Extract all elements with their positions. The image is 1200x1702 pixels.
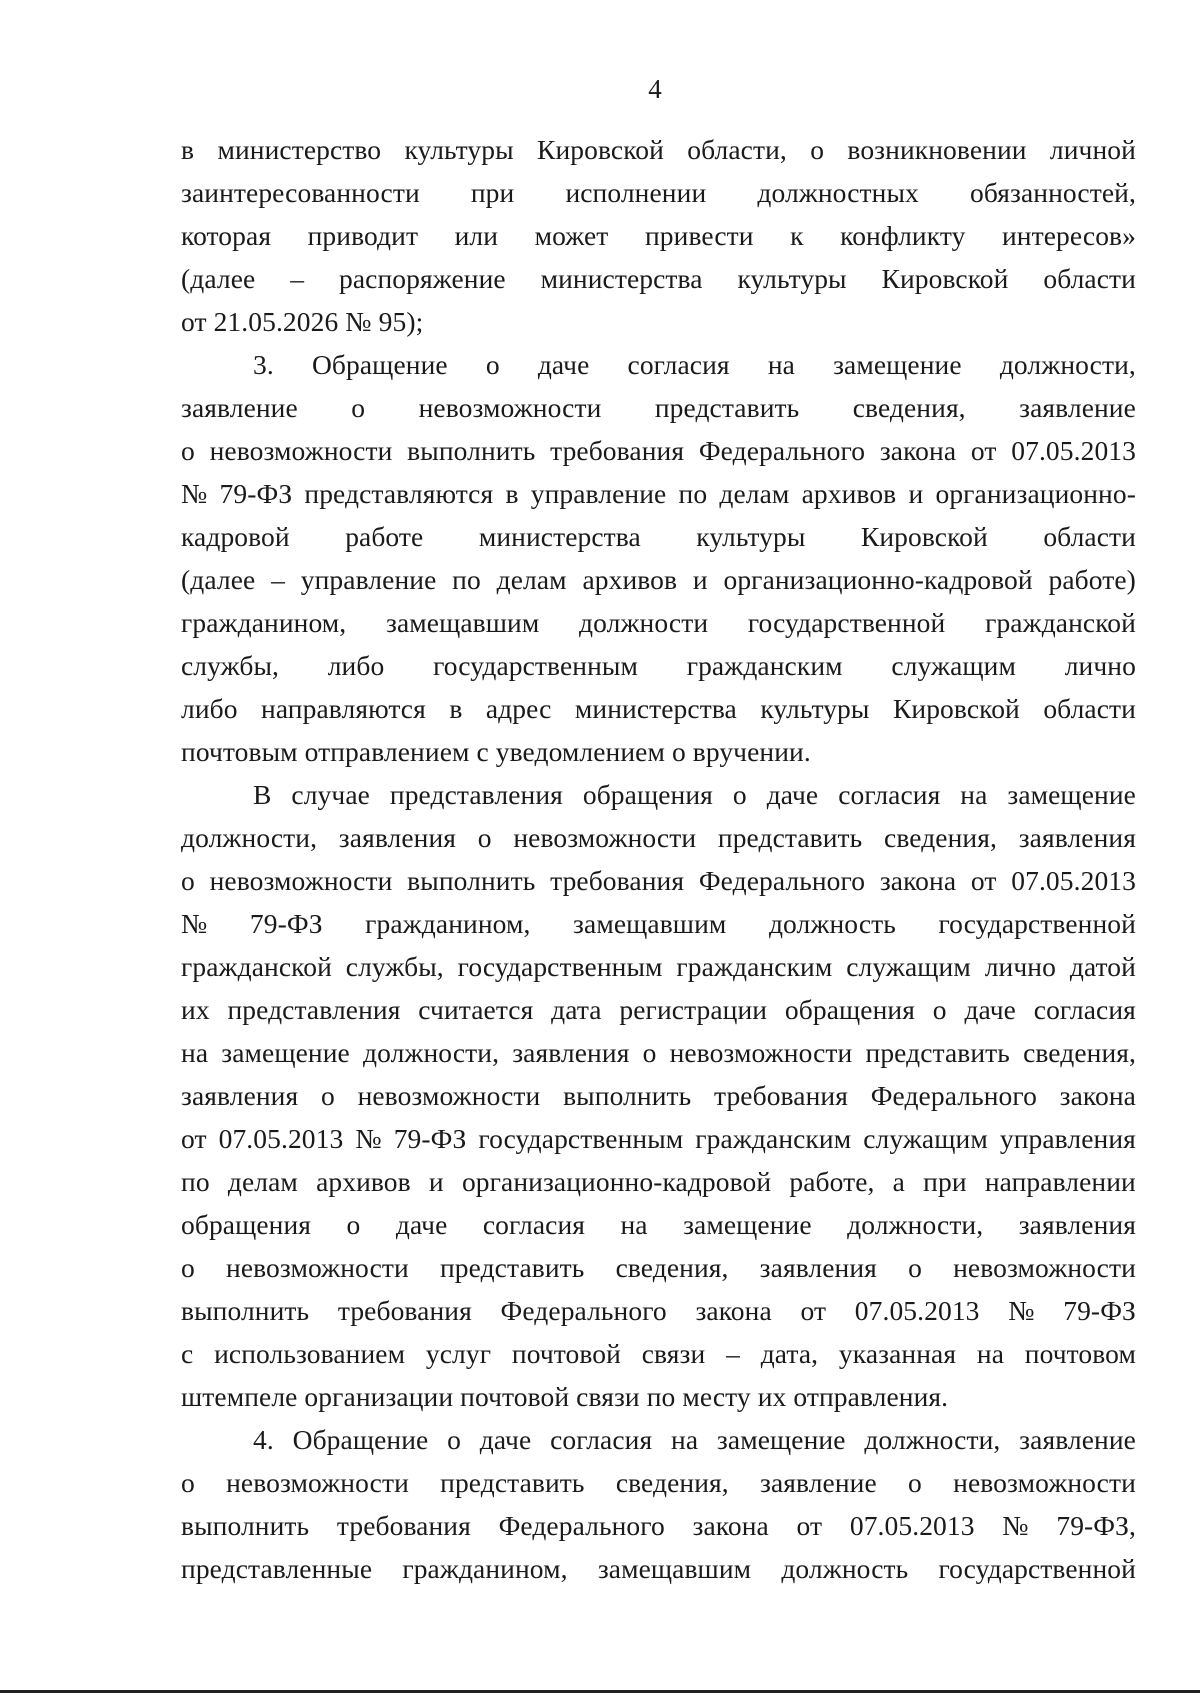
paragraph-postal-case [181,773,1136,1418]
text-line: заявление о невозможности представить сведения, заявление [181,392,1136,423]
text-line: представленные гражданином, замещавшим должность государственной [181,1553,1136,1584]
text-line: о невозможности выполнить требования Федерального закона от 07.05.2013 [181,435,1136,466]
text-line: кадровой работе министерства культуры Кировской области [181,521,1136,552]
text-line: с использованием услуг почтовой связи – дата, указанная на почтовом [181,1338,1136,1369]
text-line: заявления о невозможности выполнить требования Федерального закона [181,1080,1136,1111]
scan-edge-line [0,1690,1200,1693]
text-line: которая приводит или может привести к конфликту интересов» [181,220,1136,251]
text-line: от 07.05.2013 № 79-ФЗ государственным гражданским служащим управления [181,1123,1136,1154]
text-line: В случае представления обращения о даче согласия на замещение [253,779,1136,810]
text-line: (далее – управление по делам архивов и организационно-кадровой работе) [181,564,1136,595]
text-line: о невозможности представить сведения, заявление о невозможности [181,1467,1136,1498]
text-line: (далее – распоряжение министерства культуры Кировской области [181,263,1136,294]
text-line: гражданской службы, государственным гражданским служащим лично датой [181,951,1136,982]
text-line: в министерство культуры Кировской области, о возникновении личной [181,134,1136,165]
page-number: 4 [648,74,662,104]
text-line: от 21.05.2026 № 95); [181,306,424,337]
text-line: обращения о даче согласия на замещение должности, заявления [181,1209,1136,1240]
text-line: 4. Обращение о даче согласия на замещение должности, заявление [253,1424,1136,1455]
paragraph-1 [181,128,1136,343]
text-line: службы, либо государственным гражданским служащим лично [181,650,1136,681]
text-line: заинтересованности при исполнении должностных обязанностей, [181,177,1136,208]
text-line: о невозможности выполнить требования Федерального закона от 07.05.2013 [181,865,1136,896]
text-line: выполнить требования Федерального закона от 07.05.2013 № 79-ФЗ, [181,1510,1136,1541]
paragraph-item-3 [181,343,1136,773]
text-line: почтовым отправлением с уведомлением о вручении. [181,736,811,767]
text-line: либо направляются в адрес министерства культуры Кировской области [181,693,1136,724]
text-line: 3. Обращение о даче согласия на замещение должности, [253,349,1136,380]
paragraph-item-4 [181,1418,1136,1590]
text-line: № 79-ФЗ гражданином, замещавшим должность государственной [181,908,1136,939]
text-line: выполнить требования Федерального закона от 07.05.2013 № 79-ФЗ [181,1295,1136,1326]
text-line: по делам архивов и организационно-кадровой работе, а при направлении [181,1166,1136,1197]
text-line: на замещение должности, заявления о невозможности представить сведения, [181,1037,1136,1068]
text-line: штемпеле организации почтовой связи по месту их отправления. [181,1381,949,1412]
text-line: о невозможности представить сведения, заявления о невозможности [181,1252,1136,1283]
text-line: № 79-ФЗ представляются в управление по делам архивов и организационно- [181,478,1136,509]
document-body [181,128,1136,1590]
text-line: гражданином, замещавшим должности государственной гражданской [181,607,1136,638]
text-line: должности, заявления о невозможности представить сведения, заявления [181,822,1136,853]
text-line: их представления считается дата регистрации обращения о даче согласия [181,994,1136,1025]
